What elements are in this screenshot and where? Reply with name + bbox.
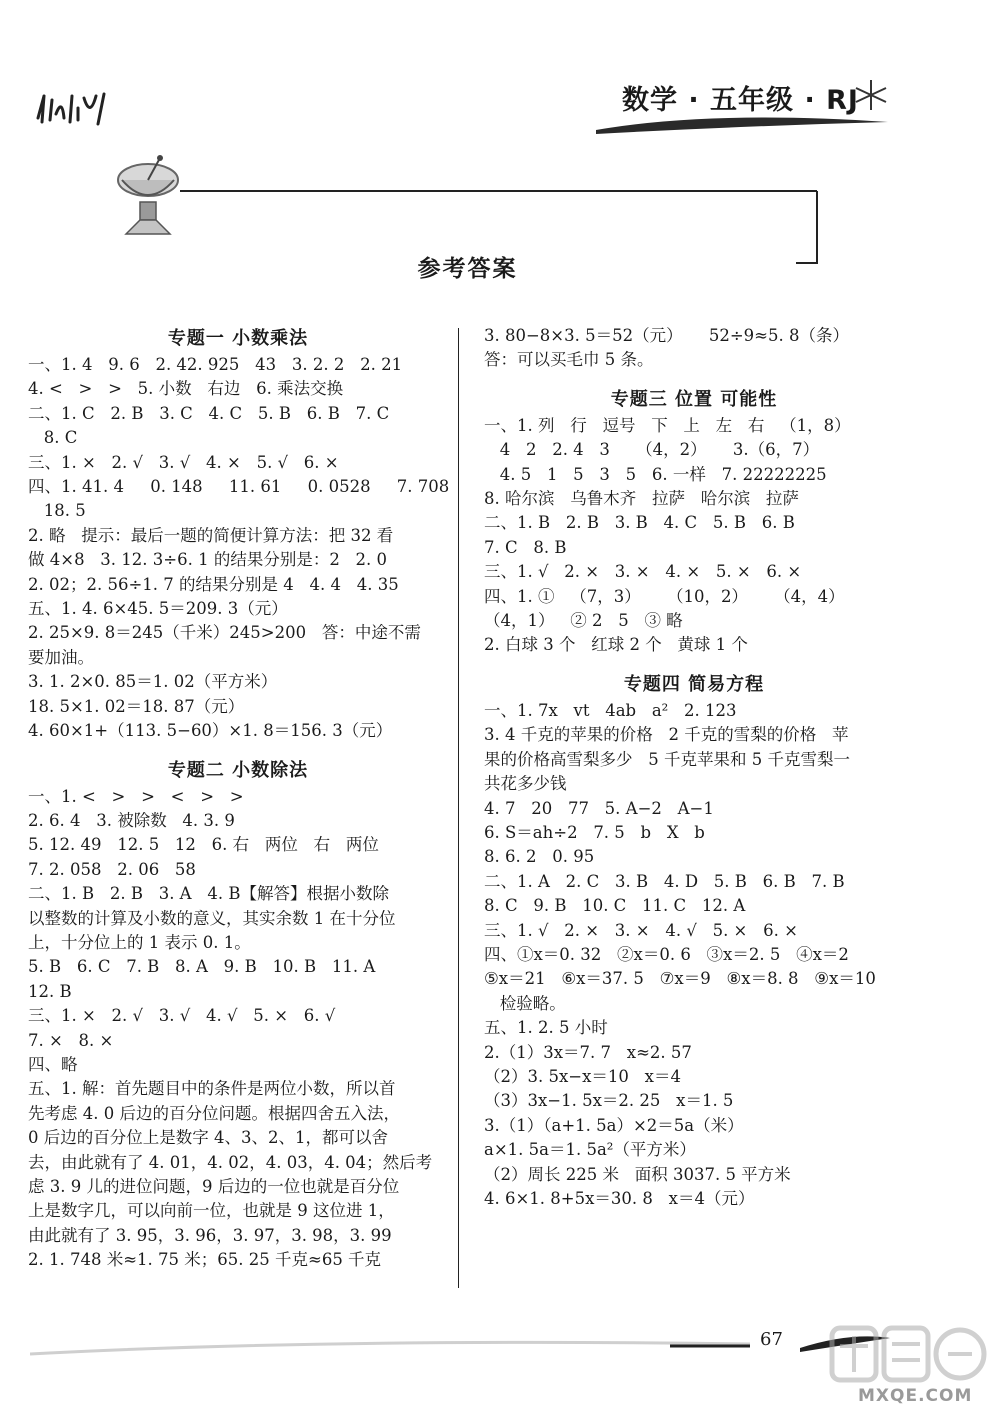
handwriting-scribble-icon bbox=[34, 88, 120, 128]
answer-line: 2. 02；2. 56÷1. 7 的结果分别是 4 4. 4 4. 35 bbox=[28, 574, 399, 594]
answer-line: 3.（1）（a+1. 5a）×2＝5a（米） bbox=[484, 1115, 744, 1135]
answer-line: a×1. 5a＝1. 5a²（平方米） bbox=[484, 1140, 696, 1160]
answer-line: 4. 7 20 77 5. A−2 A−1 bbox=[484, 798, 714, 818]
answer-line: 8. C bbox=[28, 428, 78, 448]
answer-line: 4. 6×1. 8+5x＝30. 8 x＝4（元） bbox=[484, 1189, 755, 1208]
answer-line: 18. 5 bbox=[28, 501, 86, 521]
answer-line: 以整数的计算及小数的意义，其实余数 1 在十分位 bbox=[28, 908, 396, 928]
answer-line: 2.（1）3x＝7. 7 x≈2. 57 bbox=[484, 1042, 692, 1062]
answer-line: 虑 3. 9 儿的进位问题，9 后边的一位也就是百分位 bbox=[28, 1177, 400, 1196]
answer-line: 先考虑 4. 0 后边的百分位问题。根据四舍五入法， bbox=[28, 1103, 400, 1123]
answer-line: 共花多少钱 bbox=[484, 774, 567, 794]
answer-line: 0 后边的百分位上是数字 4、3、2、1，都可以舍 bbox=[28, 1128, 388, 1148]
sparkle-icon bbox=[852, 78, 890, 112]
answer-line: 7. C 8. B bbox=[484, 537, 567, 557]
answer-line: 一、1. < > > < > > bbox=[28, 786, 244, 806]
answer-line: 一、1. 7x vt 4ab a² 2. 123 bbox=[484, 700, 737, 720]
answer-line: 四、1. 41. 4 0. 148 11. 61 0. 0528 7. 708 bbox=[28, 477, 450, 497]
answer-line: （4，1） ② 2 5 ③ 略 bbox=[484, 611, 683, 631]
answer-line: 上，十分位上的 1 表示 0. 1。 bbox=[28, 932, 251, 952]
column-divider bbox=[458, 328, 459, 1288]
answer-line: 4. 5 1 5 3 5 6. 一样 7. 22222225 bbox=[484, 464, 827, 484]
answer-line: 五、1. 2. 5 小时 bbox=[484, 1018, 608, 1038]
answer-line: 四、1. ① （7，3） （10，2） （4，4） bbox=[484, 586, 845, 606]
answer-line: 2. 6. 4 3. 被除数 4. 3. 9 bbox=[28, 810, 235, 830]
page-number: 67 bbox=[760, 1329, 783, 1350]
answer-line: 三、1. × 2. √ 3. √ 4. × 5. √ 6. × bbox=[28, 452, 339, 472]
page-title: 参考答案 bbox=[417, 256, 518, 282]
answer-line: 四、略 bbox=[28, 1054, 78, 1074]
answers-right-column bbox=[484, 324, 904, 1211]
answer-line: （2）3. 5x−x＝10 x＝4 bbox=[484, 1066, 681, 1086]
answer-line: 要加油。 bbox=[28, 647, 94, 667]
answer-line: 三、1. √ 2. × 3. × 4. × 5. × 6. × bbox=[484, 562, 802, 582]
section-heading: 专题四 简易方程 bbox=[623, 673, 765, 695]
section-heading: 专题三 位置 可能性 bbox=[610, 388, 778, 410]
answer-line: 5. 12. 49 12. 5 12 6. 右 两位 右 两位 bbox=[28, 835, 379, 855]
answer-line: 五、1. 解：首先题目中的条件是两位小数，所以首 bbox=[28, 1079, 396, 1099]
answer-line: 五、1. 4. 6×45. 5＝209. 3（元） bbox=[28, 599, 288, 619]
answer-line: 果的价格高雪梨多少 5 千克苹果和 5 千克雪梨一 bbox=[484, 749, 850, 769]
answers-left-column bbox=[28, 324, 448, 1273]
subject-grade-tag: 数学 · 五年级 · RJ bbox=[622, 85, 859, 116]
answer-line: 三、1. × 2. √ 3. √ 4. √ 5. × 6. √ bbox=[28, 1006, 336, 1026]
section-gap bbox=[28, 744, 448, 756]
answer-line: 四、①x＝0. 32 ②x＝0. 6 ③x＝2. 5 ④x＝2 bbox=[484, 944, 849, 964]
answer-line: 3. 80−8×3. 5＝52（元） 52÷9≈5. 8（条） bbox=[484, 326, 849, 345]
answer-line: 8. 6. 2 0. 95 bbox=[484, 847, 595, 867]
answer-line: 4. < > > 5. 小数 右边 6. 乘法交换 bbox=[28, 379, 344, 399]
answer-line: 检验略。 bbox=[484, 993, 566, 1013]
answer-line: 二、1. C 2. B 3. C 4. C 5. B 6. B 7. C bbox=[28, 403, 390, 423]
answer-line: 一、1. 列 行 逗号 下 上 左 右 （1，8） bbox=[484, 415, 851, 435]
answer-line: 4 2 2. 4 3 （4，2） 3.（6，7） bbox=[484, 440, 820, 460]
answer-line: （2）周长 225 米 面积 3037. 5 平方米 bbox=[484, 1164, 791, 1184]
answer-line: 18. 5×1. 02＝18. 87（元） bbox=[28, 696, 245, 716]
section-gap bbox=[484, 373, 904, 385]
answer-line: 上是数字几，可以向前一位，也就是 9 这位进 1， bbox=[28, 1201, 395, 1221]
answer-line: 去，由此就有了 4. 01，4. 02，4. 03，4. 04；然后考 bbox=[28, 1152, 433, 1172]
answer-line: 由此就有了 3. 95，3. 96，3. 97，3. 98，3. 99 bbox=[28, 1225, 392, 1245]
answer-line: 7. × 8. × bbox=[28, 1030, 114, 1050]
answer-line: 7. 2. 058 2. 06 58 bbox=[28, 859, 196, 879]
answer-line: 三、1. √ 2. × 3. × 4. √ 5. × 6. × bbox=[484, 920, 798, 940]
section-heading: 专题一 小数乘法 bbox=[167, 328, 309, 349]
section-heading: 专题二 小数除法 bbox=[167, 759, 309, 781]
answer-line: 2. 白球 3 个 红球 2 个 黄球 1 个 bbox=[484, 635, 748, 655]
answer-line: 12. B bbox=[28, 981, 72, 1001]
answer-line: 3. 1. 2×0. 85＝1. 02（平方米） bbox=[28, 672, 278, 692]
section-gap bbox=[484, 658, 904, 670]
header-underline-swoosh bbox=[592, 108, 892, 138]
answer-line: 答：可以买毛巾 5 条。 bbox=[484, 350, 654, 370]
answer-line: 8. C 9. B 10. C 11. C 12. A bbox=[484, 896, 746, 916]
answer-line: 二、1. B 2. B 3. A 4. B【解答】根据小数除 bbox=[28, 884, 389, 904]
watermark-text: MXQE.COM bbox=[858, 1386, 973, 1406]
answer-line: 2. 略 提示：最后一题的简便计算方法：把 32 看 bbox=[28, 525, 394, 545]
answer-line: 2. 25×9. 8＝245（千米）245>200 答：中途不需 bbox=[28, 623, 421, 643]
answer-line: 3. 4 千克的苹果的价格 2 千克的雪梨的价格 苹 bbox=[484, 725, 849, 745]
answer-line: 4. 60×1+（113. 5−60）×1. 8＝156. 3（元） bbox=[28, 721, 393, 741]
answer-line: 做 4×8 3. 12. 3÷6. 1 的结果分别是：2 2. 0 bbox=[28, 550, 388, 570]
answer-line: 6. S＝ah÷2 7. 5 b X b bbox=[484, 822, 705, 842]
answer-line: 一、1. 4 9. 6 2. 42. 925 43 3. 2. 2 2. 21 bbox=[28, 355, 403, 374]
answer-line: 2. 1. 748 米≈1. 75 米；65. 25 千克≈65 千克 bbox=[28, 1250, 382, 1270]
satellite-dish-illustration bbox=[108, 150, 188, 236]
answer-line: 二、1. A 2. C 3. B 4. D 5. B 6. B 7. B bbox=[484, 871, 845, 891]
answer-line: 二、1. B 2. B 3. B 4. C 5. B 6. B bbox=[484, 513, 795, 533]
answer-line: （3）3x−1. 5x＝2. 25 x＝1. 5 bbox=[484, 1091, 734, 1111]
answer-line: 8. 哈尔滨 乌鲁木齐 拉萨 哈尔滨 拉萨 bbox=[484, 489, 799, 509]
answer-line: ⑤x＝21 ⑥x＝37. 5 ⑦x＝9 ⑧x＝8. 8 ⑨x＝10 bbox=[484, 969, 876, 989]
answer-line: 5. B 6. C 7. B 8. A 9. B 10. B 11. A bbox=[28, 957, 376, 977]
